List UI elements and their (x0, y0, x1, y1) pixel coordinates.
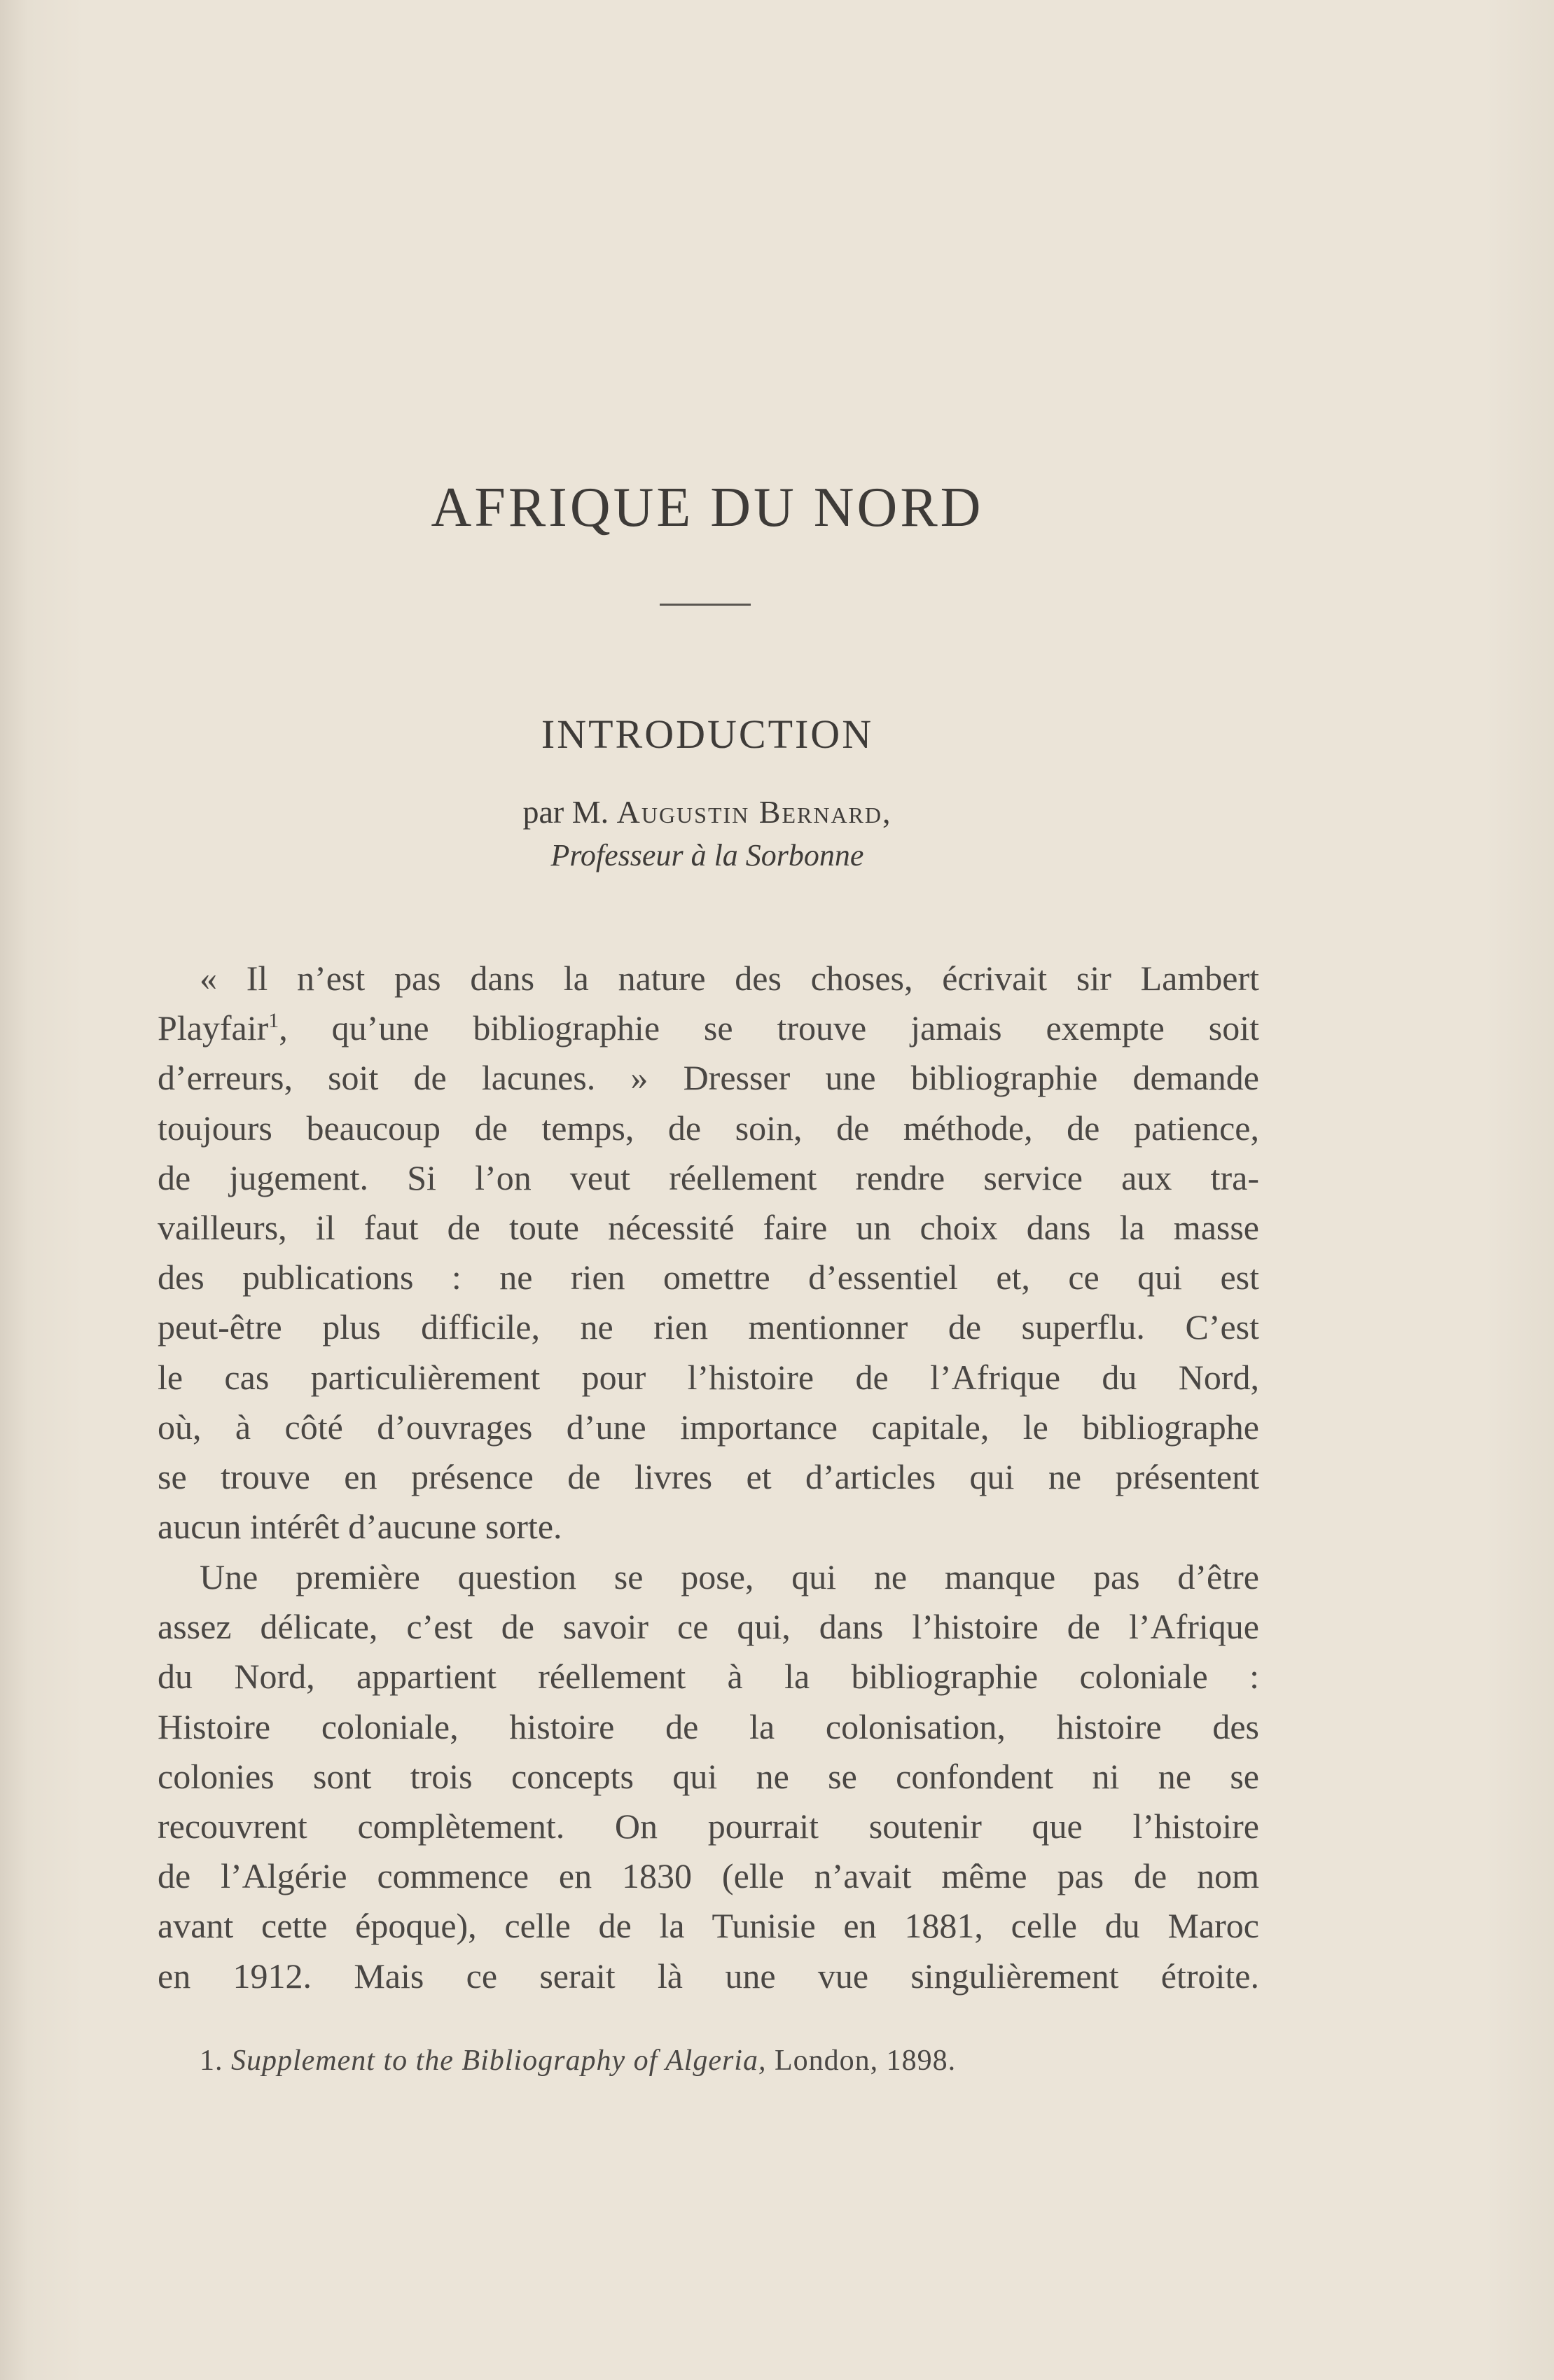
paragraph-2-line: Une première question se pose, qui ne manque pas d’être (200, 1557, 1259, 1596)
title-divider (660, 604, 751, 606)
paragraph-2-line: recouvrent complètement. On pourrait soutenir que l’histoire (158, 1807, 1259, 1846)
paragraph-1-line: de jugement. Si l’on veut réellement rendre service aux tra- (158, 1157, 1259, 1197)
paragraph-2-line: de l’Algérie commence en 1830 (elle n’avait même pas de nom (158, 1856, 1259, 1896)
paragraph-1-line: le cas particulièrement pour l’histoire de l’Afrique du Nord, (158, 1357, 1259, 1397)
paragraph-1 (158, 954, 1259, 1552)
paragraph-1-line: vailleurs, il faut de toute nécessité faire un choix dans la masse (158, 1208, 1259, 1248)
paragraph-2 (158, 1552, 1259, 2001)
paragraph-1-line: toujours beaucoup de temps, de soin, de méthode, de patience, (158, 1108, 1259, 1148)
paragraph-2-line: avant cette époque), celle de la Tunisie en 1881, celle du Maroc (158, 1906, 1259, 1946)
paragraph-2-line: colonies sont trois concepts qui ne se confondent ni ne se (158, 1756, 1259, 1796)
paragraph-1-line: d’erreurs, soit de lacunes. » Dresser une bibliographie demande (158, 1058, 1259, 1098)
byline-prefix: par M. (522, 794, 617, 830)
text-run: , qu’une bibliographie se trouve jamais exempte soit (279, 1008, 1259, 1048)
paragraph-1-line: peut-être plus difficile, ne rien mentionner de superflu. C’est (158, 1307, 1259, 1347)
footnote-number: 1. (200, 2045, 223, 2077)
author-byline (0, 793, 1415, 830)
author-name: Augustin Bernard, (616, 794, 892, 830)
text-run: Playfair (158, 1008, 269, 1048)
paragraph-1-line: « Il n’est pas dans la nature des choses, écrivait sir Lambert (200, 959, 1259, 998)
paragraph-1-line: se trouve en présence de livres et d’articles qui ne présentent (158, 1457, 1259, 1497)
paragraph-2-line: assez délicate, c’est de savoir ce qui, dans l’histoire de l’Afrique (158, 1607, 1259, 1647)
paragraph-1-line: des publications : ne rien omettre d’essentiel et, ce qui est (158, 1258, 1259, 1297)
footnote (200, 2044, 956, 2078)
footnote-rest: London, 1898. (774, 2045, 957, 2077)
chapter-title: AFRIQUE DU NORD (431, 477, 984, 538)
paragraph-2-line: en 1912. Mais ce serait là une vue singulièrement étroite. (158, 1956, 1259, 1996)
footnote-marker: 1 (268, 1009, 279, 1033)
paragraph-2-line: du Nord, appartient réellement à la bibliographie coloniale : (158, 1657, 1259, 1697)
footnote-title: Supplement to the Bibliography of Algeria, (231, 2045, 767, 2077)
paragraph-1-line (158, 1003, 1259, 1053)
paragraph-1-line: où, à côté d’ouvrages d’une importance capitale, le bibliographe (158, 1407, 1259, 1447)
paragraph-1-line: aucun intérêt d’aucune sorte. (158, 1507, 562, 1547)
paragraph-2-line: Histoire coloniale, histoire de la colonisation, histoire des (158, 1706, 1259, 1746)
section-heading: INTRODUCTION (541, 711, 874, 757)
author-affiliation: Professeur à la Sorbonne (550, 838, 864, 872)
